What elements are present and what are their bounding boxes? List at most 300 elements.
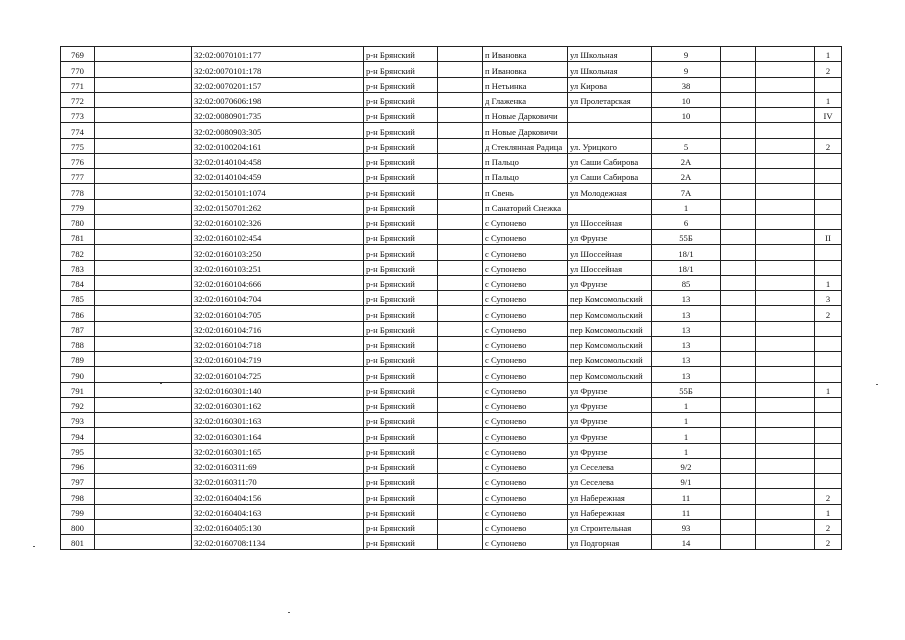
cadastral-number-cell: 32:02:0100204:161 <box>192 138 364 153</box>
cadastral-number-cell: 32:02:0150701:262 <box>192 199 364 214</box>
house-number-cell: 10 <box>652 108 721 123</box>
street-cell: ул Фрунзе <box>568 382 652 397</box>
blank-cell <box>721 47 756 62</box>
row-number-cell: 801 <box>61 535 95 550</box>
house-number-cell: 1 <box>652 413 721 428</box>
blank-cell <box>721 169 756 184</box>
house-number-cell: 55Б <box>652 382 721 397</box>
cadastral-number-cell: 32:02:0160102:326 <box>192 214 364 229</box>
cadastral-number-cell: 32:02:0080903:305 <box>192 123 364 138</box>
row-number-cell: 781 <box>61 230 95 245</box>
house-number-cell: 13 <box>652 306 721 321</box>
district-cell: р-н Брянский <box>364 306 438 321</box>
blank-cell <box>95 245 192 260</box>
blank-cell <box>95 275 192 290</box>
flat-number-cell: 3 <box>815 291 842 306</box>
cadastral-number-cell: 32:02:0070101:177 <box>192 47 364 62</box>
blank-cell <box>756 336 815 351</box>
blank-cell <box>756 123 815 138</box>
house-number-cell: 13 <box>652 336 721 351</box>
street-cell: пер Комсомольский <box>568 321 652 336</box>
flat-number-cell: 2 <box>815 519 842 534</box>
blank-cell <box>721 62 756 77</box>
district-cell: р-н Брянский <box>364 47 438 62</box>
blank-cell <box>756 428 815 443</box>
blank-cell <box>438 458 483 473</box>
blank-cell <box>438 62 483 77</box>
street-cell: ул Школьная <box>568 62 652 77</box>
blank-cell <box>95 535 192 550</box>
blank-cell <box>756 138 815 153</box>
locality-cell: п Ивановка <box>483 47 568 62</box>
district-cell: р-н Брянский <box>364 214 438 229</box>
district-cell: р-н Брянский <box>364 291 438 306</box>
blank-cell <box>95 138 192 153</box>
house-number-cell: 9/1 <box>652 474 721 489</box>
blank-cell <box>438 92 483 107</box>
locality-cell: п Пальцо <box>483 153 568 168</box>
cadastral-number-cell: 32:02:0070201:157 <box>192 77 364 92</box>
locality-cell: п Ивановка <box>483 62 568 77</box>
row-number-cell: 769 <box>61 47 95 62</box>
blank-cell <box>95 123 192 138</box>
locality-cell: с Супонево <box>483 382 568 397</box>
cadastral-number-cell: 32:02:0140104:458 <box>192 153 364 168</box>
row-number-cell: 772 <box>61 92 95 107</box>
street-cell: пер Комсомольский <box>568 306 652 321</box>
blank-cell <box>438 397 483 412</box>
district-cell: р-н Брянский <box>364 108 438 123</box>
cadastral-number-cell: 32:02:0160104:666 <box>192 275 364 290</box>
row-number-cell: 797 <box>61 474 95 489</box>
house-number-cell: 55Б <box>652 230 721 245</box>
house-number-cell: 7А <box>652 184 721 199</box>
blank-cell <box>721 260 756 275</box>
blank-cell <box>95 260 192 275</box>
cadastral-number-cell: 32:02:0160103:250 <box>192 245 364 260</box>
scan-speck <box>288 612 290 613</box>
locality-cell: с Супонево <box>483 352 568 367</box>
flat-number-cell: II <box>815 230 842 245</box>
locality-cell: д Глаженка <box>483 92 568 107</box>
street-cell: ул Шоссейная <box>568 245 652 260</box>
locality-cell: д Стеклянная Радица <box>483 138 568 153</box>
locality-cell: п Новые Дарковичи <box>483 123 568 138</box>
blank-cell <box>756 474 815 489</box>
blank-cell <box>721 535 756 550</box>
row-number-cell: 782 <box>61 245 95 260</box>
house-number-cell <box>652 123 721 138</box>
cadastral-number-cell: 32:02:0070101:178 <box>192 62 364 77</box>
blank-cell <box>721 321 756 336</box>
flat-number-cell <box>815 352 842 367</box>
street-cell: ул Фрунзе <box>568 443 652 458</box>
flat-number-cell <box>815 153 842 168</box>
street-cell <box>568 123 652 138</box>
cadastral-number-cell: 32:02:0160301:164 <box>192 428 364 443</box>
row-number-cell: 790 <box>61 367 95 382</box>
flat-number-cell <box>815 443 842 458</box>
flat-number-cell: 2 <box>815 62 842 77</box>
district-cell: р-н Брянский <box>364 245 438 260</box>
street-cell: ул Фрунзе <box>568 275 652 290</box>
blank-cell <box>95 474 192 489</box>
flat-number-cell <box>815 123 842 138</box>
district-cell: р-н Брянский <box>364 413 438 428</box>
table-row <box>61 321 842 336</box>
district-cell: р-н Брянский <box>364 367 438 382</box>
blank-cell <box>438 153 483 168</box>
locality-cell: с Супонево <box>483 230 568 245</box>
blank-cell <box>756 291 815 306</box>
table-row <box>61 153 842 168</box>
blank-cell <box>756 306 815 321</box>
blank-cell <box>438 367 483 382</box>
street-cell: ул Саши Сабирова <box>568 169 652 184</box>
table-row <box>61 458 842 473</box>
blank-cell <box>95 443 192 458</box>
district-cell: р-н Брянский <box>364 321 438 336</box>
blank-cell <box>721 367 756 382</box>
blank-cell <box>756 92 815 107</box>
table-row <box>61 367 842 382</box>
locality-cell: с Супонево <box>483 413 568 428</box>
blank-cell <box>721 413 756 428</box>
locality-cell: с Супонево <box>483 397 568 412</box>
blank-cell <box>756 275 815 290</box>
locality-cell: с Супонево <box>483 474 568 489</box>
house-number-cell: 18/1 <box>652 260 721 275</box>
cadastral-number-cell: 32:02:0160404:156 <box>192 489 364 504</box>
scan-speck <box>33 546 35 547</box>
blank-cell <box>756 321 815 336</box>
flat-number-cell: 2 <box>815 306 842 321</box>
district-cell: р-н Брянский <box>364 382 438 397</box>
row-number-cell: 793 <box>61 413 95 428</box>
cadastral-number-cell: 32:02:0160104:705 <box>192 306 364 321</box>
blank-cell <box>721 519 756 534</box>
blank-cell <box>756 535 815 550</box>
house-number-cell: 11 <box>652 504 721 519</box>
street-cell: ул Подгорная <box>568 535 652 550</box>
district-cell: р-н Брянский <box>364 428 438 443</box>
table-row <box>61 214 842 229</box>
blank-cell <box>721 489 756 504</box>
flat-number-cell: 2 <box>815 138 842 153</box>
blank-cell <box>721 397 756 412</box>
house-number-cell: 5 <box>652 138 721 153</box>
district-cell: р-н Брянский <box>364 230 438 245</box>
locality-cell: с Супонево <box>483 504 568 519</box>
blank-cell <box>95 230 192 245</box>
blank-cell <box>756 230 815 245</box>
house-number-cell: 1 <box>652 397 721 412</box>
table-row <box>61 199 842 214</box>
blank-cell <box>721 199 756 214</box>
blank-cell <box>438 352 483 367</box>
blank-cell <box>438 489 483 504</box>
flat-number-cell <box>815 245 842 260</box>
blank-cell <box>95 77 192 92</box>
row-number-cell: 776 <box>61 153 95 168</box>
row-number-cell: 774 <box>61 123 95 138</box>
street-cell: ул Школьная <box>568 47 652 62</box>
district-cell: р-н Брянский <box>364 92 438 107</box>
blank-cell <box>438 138 483 153</box>
blank-cell <box>438 169 483 184</box>
flat-number-cell: 1 <box>815 47 842 62</box>
row-number-cell: 786 <box>61 306 95 321</box>
locality-cell: с Супонево <box>483 367 568 382</box>
cadastral-number-cell: 32:02:0160104:725 <box>192 367 364 382</box>
flat-number-cell: 1 <box>815 504 842 519</box>
table-row <box>61 47 842 62</box>
flat-number-cell <box>815 336 842 351</box>
locality-cell: п Пальцо <box>483 169 568 184</box>
flat-number-cell <box>815 199 842 214</box>
row-number-cell: 785 <box>61 291 95 306</box>
flat-number-cell <box>815 413 842 428</box>
street-cell: ул Фрунзе <box>568 428 652 443</box>
district-cell: р-н Брянский <box>364 260 438 275</box>
blank-cell <box>721 428 756 443</box>
blank-cell <box>721 291 756 306</box>
cadastral-number-cell: 32:02:0160103:251 <box>192 260 364 275</box>
blank-cell <box>756 489 815 504</box>
locality-cell: с Супонево <box>483 519 568 534</box>
blank-cell <box>95 47 192 62</box>
blank-cell <box>438 519 483 534</box>
blank-cell <box>721 504 756 519</box>
blank-cell <box>95 336 192 351</box>
table-row <box>61 474 842 489</box>
blank-cell <box>95 489 192 504</box>
street-cell: ул Молодежная <box>568 184 652 199</box>
row-number-cell: 792 <box>61 397 95 412</box>
blank-cell <box>721 230 756 245</box>
blank-cell <box>95 397 192 412</box>
house-number-cell: 9 <box>652 62 721 77</box>
table-row <box>61 291 842 306</box>
table-row <box>61 230 842 245</box>
blank-cell <box>95 199 192 214</box>
house-number-cell: 9/2 <box>652 458 721 473</box>
house-number-cell: 13 <box>652 321 721 336</box>
blank-cell <box>721 443 756 458</box>
cadastral-number-cell: 32:02:0160104:718 <box>192 336 364 351</box>
row-number-cell: 775 <box>61 138 95 153</box>
street-cell: ул Фрунзе <box>568 413 652 428</box>
row-number-cell: 778 <box>61 184 95 199</box>
table-row <box>61 169 842 184</box>
flat-number-cell <box>815 77 842 92</box>
table-row <box>61 260 842 275</box>
house-number-cell: 38 <box>652 77 721 92</box>
locality-cell: с Супонево <box>483 458 568 473</box>
table-row <box>61 352 842 367</box>
blank-cell <box>95 382 192 397</box>
row-number-cell: 788 <box>61 336 95 351</box>
flat-number-cell: 1 <box>815 382 842 397</box>
blank-cell <box>95 214 192 229</box>
flat-number-cell <box>815 428 842 443</box>
flat-number-cell: 1 <box>815 275 842 290</box>
street-cell: пер Комсомольский <box>568 336 652 351</box>
cadastral-number-cell: 32:02:0160404:163 <box>192 504 364 519</box>
locality-cell: с Супонево <box>483 306 568 321</box>
blank-cell <box>95 519 192 534</box>
table-row <box>61 336 842 351</box>
blank-cell <box>721 123 756 138</box>
blank-cell <box>756 458 815 473</box>
house-number-cell: 14 <box>652 535 721 550</box>
blank-cell <box>438 413 483 428</box>
table-row <box>61 184 842 199</box>
row-number-cell: 794 <box>61 428 95 443</box>
blank-cell <box>438 306 483 321</box>
property-register-table <box>60 46 842 550</box>
flat-number-cell: 2 <box>815 489 842 504</box>
blank-cell <box>721 275 756 290</box>
blank-cell <box>721 458 756 473</box>
blank-cell <box>95 413 192 428</box>
blank-cell <box>721 108 756 123</box>
flat-number-cell <box>815 458 842 473</box>
locality-cell: с Супонево <box>483 245 568 260</box>
district-cell: р-н Брянский <box>364 352 438 367</box>
flat-number-cell: IV <box>815 108 842 123</box>
table-row <box>61 306 842 321</box>
cadastral-number-cell: 32:02:0150101:1074 <box>192 184 364 199</box>
blank-cell <box>95 352 192 367</box>
house-number-cell: 18/1 <box>652 245 721 260</box>
cadastral-number-cell: 32:02:0160311:69 <box>192 458 364 473</box>
house-number-cell: 13 <box>652 367 721 382</box>
blank-cell <box>756 153 815 168</box>
blank-cell <box>756 214 815 229</box>
blank-cell <box>438 108 483 123</box>
blank-cell <box>756 352 815 367</box>
row-number-cell: 777 <box>61 169 95 184</box>
table-row <box>61 275 842 290</box>
row-number-cell: 796 <box>61 458 95 473</box>
table-row <box>61 62 842 77</box>
blank-cell <box>721 153 756 168</box>
locality-cell: п Свень <box>483 184 568 199</box>
street-cell: ул Строительная <box>568 519 652 534</box>
district-cell: р-н Брянский <box>364 519 438 534</box>
blank-cell <box>721 245 756 260</box>
row-number-cell: 791 <box>61 382 95 397</box>
house-number-cell: 6 <box>652 214 721 229</box>
cadastral-number-cell: 32:02:0160405:130 <box>192 519 364 534</box>
blank-cell <box>721 352 756 367</box>
row-number-cell: 798 <box>61 489 95 504</box>
table-row <box>61 397 842 412</box>
blank-cell <box>438 504 483 519</box>
street-cell: ул Кирова <box>568 77 652 92</box>
street-cell: ул Фрунзе <box>568 230 652 245</box>
table-row <box>61 428 842 443</box>
blank-cell <box>721 184 756 199</box>
district-cell: р-н Брянский <box>364 397 438 412</box>
blank-cell <box>438 428 483 443</box>
district-cell: р-н Брянский <box>364 458 438 473</box>
locality-cell: с Супонево <box>483 336 568 351</box>
street-cell: пер Комсомольский <box>568 367 652 382</box>
blank-cell <box>756 199 815 214</box>
locality-cell: с Супонево <box>483 260 568 275</box>
blank-cell <box>95 184 192 199</box>
row-number-cell: 784 <box>61 275 95 290</box>
house-number-cell: 2А <box>652 153 721 168</box>
blank-cell <box>438 47 483 62</box>
flat-number-cell: 2 <box>815 535 842 550</box>
table-row <box>61 108 842 123</box>
cadastral-number-cell: 32:02:0160301:162 <box>192 397 364 412</box>
blank-cell <box>95 428 192 443</box>
district-cell: р-н Брянский <box>364 504 438 519</box>
cadastral-number-cell: 32:02:0160104:716 <box>192 321 364 336</box>
blank-cell <box>756 62 815 77</box>
district-cell: р-н Брянский <box>364 474 438 489</box>
district-cell: р-н Брянский <box>364 199 438 214</box>
house-number-cell: 11 <box>652 489 721 504</box>
house-number-cell: 9 <box>652 47 721 62</box>
blank-cell <box>721 336 756 351</box>
blank-cell <box>721 138 756 153</box>
blank-cell <box>756 519 815 534</box>
table-row <box>61 92 842 107</box>
locality-cell: с Супонево <box>483 535 568 550</box>
flat-number-cell <box>815 397 842 412</box>
house-number-cell: 1 <box>652 443 721 458</box>
house-number-cell: 13 <box>652 291 721 306</box>
blank-cell <box>438 77 483 92</box>
street-cell <box>568 108 652 123</box>
blank-cell <box>95 108 192 123</box>
blank-cell <box>438 443 483 458</box>
house-number-cell: 2А <box>652 169 721 184</box>
district-cell: р-н Брянский <box>364 275 438 290</box>
blank-cell <box>95 169 192 184</box>
blank-cell <box>756 504 815 519</box>
district-cell: р-н Брянский <box>364 138 438 153</box>
table-row <box>61 535 842 550</box>
street-cell: пер Комсомольский <box>568 352 652 367</box>
blank-cell <box>438 245 483 260</box>
blank-cell <box>438 230 483 245</box>
blank-cell <box>756 47 815 62</box>
cadastral-number-cell: 32:02:0160301:165 <box>192 443 364 458</box>
row-number-cell: 800 <box>61 519 95 534</box>
row-number-cell: 780 <box>61 214 95 229</box>
cadastral-number-cell: 32:02:0160104:719 <box>192 352 364 367</box>
street-cell: ул Шоссейная <box>568 260 652 275</box>
district-cell: р-н Брянский <box>364 535 438 550</box>
district-cell: р-н Брянский <box>364 443 438 458</box>
blank-cell <box>721 214 756 229</box>
blank-cell <box>721 77 756 92</box>
blank-cell <box>438 275 483 290</box>
row-number-cell: 783 <box>61 260 95 275</box>
blank-cell <box>721 474 756 489</box>
scan-speck <box>876 384 878 385</box>
table-row <box>61 245 842 260</box>
blank-cell <box>95 504 192 519</box>
flat-number-cell <box>815 184 842 199</box>
street-cell: ул Сеселева <box>568 458 652 473</box>
